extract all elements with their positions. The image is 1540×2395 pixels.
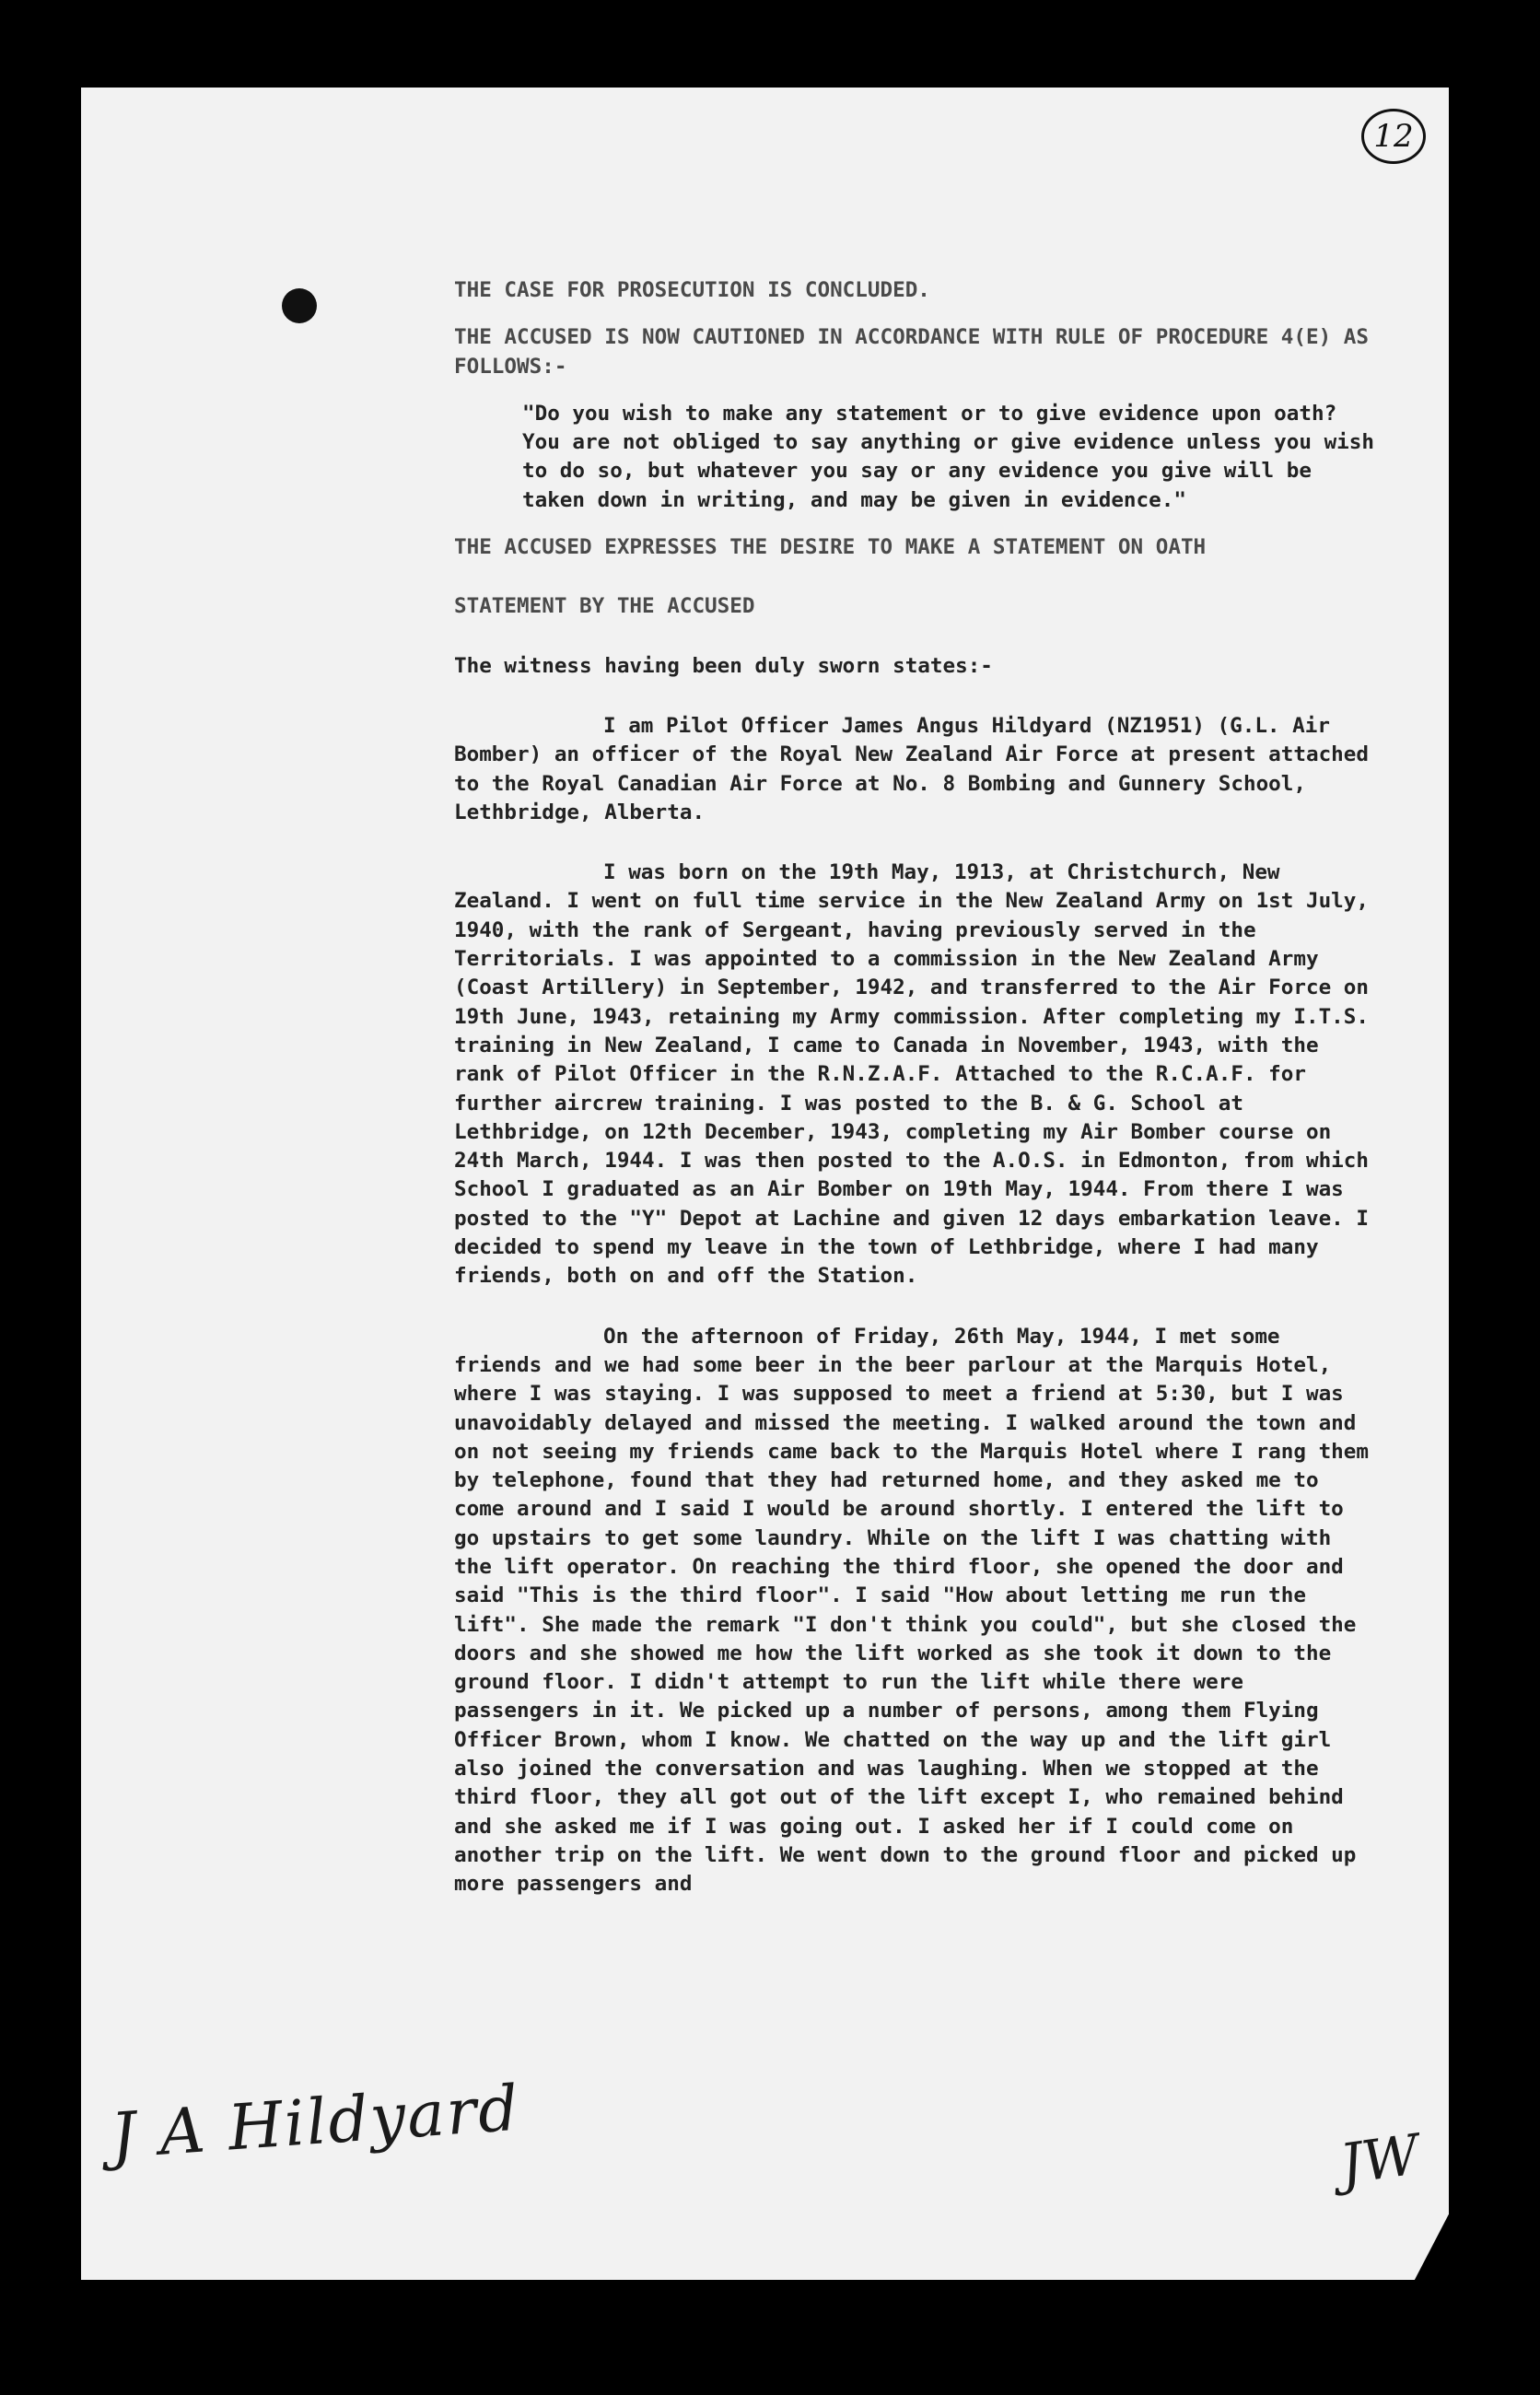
desire-heading: THE ACCUSED EXPRESSES THE DESIRE TO MAKE A STATEMENT ON OATH [454, 535, 1207, 560]
paragraph-incident: On the afternoon of Friday, 26th May, 1944, I met some friends and we had some beer in the beer parlour at the Marquis Hotel, where I was staying. I was supposed to meet a friend at 5:30, but I was unavoidably delayed and missed the meeting. I walked around the town and on not seeing my friends came back to the Marquis Hotel where I rang them by telephone, found that they had returned home, and they asked me to come around and I said I would be around shortly. I entered the lift to go upstairs to get some laundry. While on the lift I was chatting with the lift operator. On reaching the third floor, she opened the door and said "This is the third floor". I said "How about letting me run the lift". She made the remark "I don't think you could", but she closed the doors and she showed me how the lift worked as she took it down to the ground floor. I didn't attempt to run the lift while there were passengers in it. We picked up a number of persons, among them Flying Officer Brown, whom I know. We chatted on the way up and the lift girl also joined the conversation and was laughing. When we stopped at the third floor, they all got out of the lift except I, who remained behind and she asked me if I was going out. I asked her if I could come on another trip on the lift. We went down to the ground floor and picked up more passengers and [454, 1324, 1369, 1897]
caution-heading: THE ACCUSED IS NOW CAUTIONED IN ACCORDANCE WITH RULE OF PROCEDURE 4(E) AS FOLLOWS:- [454, 325, 1369, 379]
signature: J A Hildyard [108, 2072, 523, 2174]
caution-quote: "Do you wish to make any statement or to give evidence upon oath? You are not obliged to say anything or give evidence unless you wish to do so, but whatever you say or any evidence you give will be taken down in writing, and may be given in evidence." [522, 401, 1374, 512]
initials: JW [1336, 2122, 1424, 2198]
document-body [454, 276, 1375, 1899]
paragraph-identity: I am Pilot Officer James Angus Hildyard (NZ1951) (G.L. Air Bomber) an officer of the Royal New Zealand Air Force at present attached to the Royal Canadian Air Force at No. 8 Bombing and Gunnery School, Lethbridge, Alberta. [454, 713, 1369, 824]
statement-heading: STATEMENT BY THE ACCUSED [454, 594, 755, 619]
case-concluded-heading: THE CASE FOR PROSECUTION IS CONCLUDED. [454, 278, 930, 302]
sworn-line: The witness having been duly sworn states:- [454, 653, 993, 678]
punch-hole [282, 288, 317, 323]
page-number: 12 [1361, 109, 1426, 164]
paragraph-service-history: I was born on the 19th May, 1913, at Christchurch, New Zealand. I went on full time service in the New Zealand Army on 1st July, 1940, with the rank of Sergeant, having previously served in the Territorials. I was appointed to a commission in the New Zealand Army (Coast Artillery) in September, 1942, and transferred to the Air Force on 19th June, 1943, retaining my Army commission. After completing my I.T.S. training in New Zealand, I came to Canada in November, 1943, with the rank of Pilot Officer in the R.N.Z.A.F. Attached to the R.C.A.F. for further aircrew training. I was posted to the B. & G. School at Lethbridge, on 12th December, 1943, completing my Air Bomber course on 24th March, 1944. I was then posted to the A.O.S. in Edmonton, from which School I graduated as an Air Bomber on 19th May, 1944. From there I was posted to the "Y" Depot at Lachine and given 12 days embarkation leave. I decided to spend my leave in the town of Lethbridge, where I had many friends, both on and off the Station. [454, 860, 1369, 1289]
